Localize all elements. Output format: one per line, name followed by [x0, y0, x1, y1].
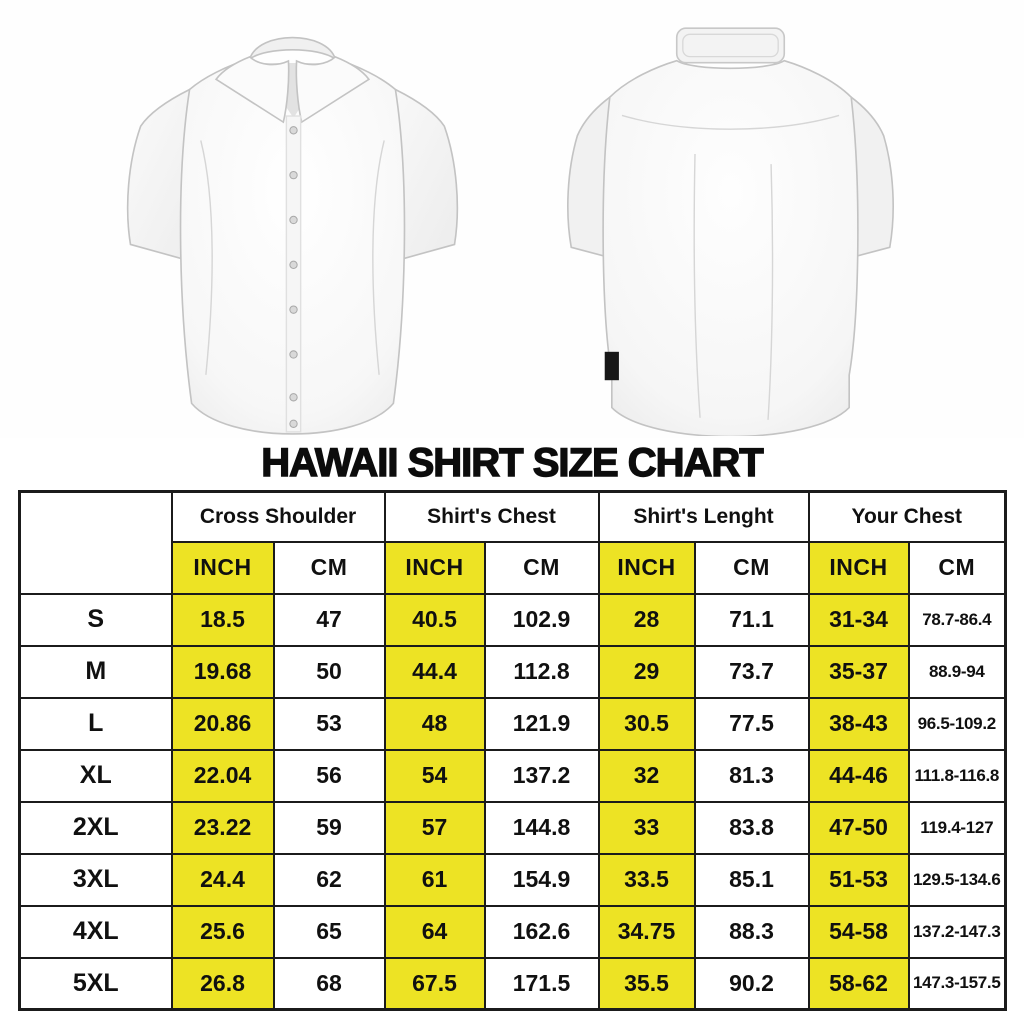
inch-value-cell: 61	[385, 854, 485, 906]
cm-value-cell: 81.3	[695, 750, 809, 802]
inch-value-cell: 58-62	[809, 958, 909, 1010]
size-label: XL	[20, 750, 172, 802]
cm-value-cell: 147.3-157.5	[909, 958, 1006, 1010]
cm-value-cell: 53	[274, 698, 385, 750]
group-header-shirts-chest: Shirt's Chest	[385, 492, 599, 542]
inch-value-cell: 54	[385, 750, 485, 802]
cm-value-cell: 171.5	[485, 958, 599, 1010]
inch-value-cell: 47-50	[809, 802, 909, 854]
inch-value-cell: 25.6	[172, 906, 274, 958]
shirt-tag	[605, 352, 619, 380]
cm-value-cell: 121.9	[485, 698, 599, 750]
table-row	[20, 854, 1006, 906]
inch-value-cell: 24.4	[172, 854, 274, 906]
group-header-row	[20, 492, 1006, 542]
table-row	[20, 646, 1006, 698]
cm-value-cell: 83.8	[695, 802, 809, 854]
inch-value-cell: 30.5	[599, 698, 695, 750]
inch-value-cell: 19.68	[172, 646, 274, 698]
inch-value-cell: 38-43	[809, 698, 909, 750]
unit-header-cm: CM	[695, 542, 809, 594]
unit-header-cm: CM	[909, 542, 1006, 594]
size-label: 3XL	[20, 854, 172, 906]
inch-value-cell: 18.5	[172, 594, 274, 646]
cm-value-cell: 88.3	[695, 906, 809, 958]
inch-value-cell: 32	[599, 750, 695, 802]
size-label: M	[20, 646, 172, 698]
inch-value-cell: 57	[385, 802, 485, 854]
unit-header-cm: CM	[274, 542, 385, 594]
unit-header-cm: CM	[485, 542, 599, 594]
inch-value-cell: 54-58	[809, 906, 909, 958]
inch-value-cell: 64	[385, 906, 485, 958]
cm-value-cell: 78.7-86.4	[909, 594, 1006, 646]
cm-value-cell: 144.8	[485, 802, 599, 854]
inch-value-cell: 35.5	[599, 958, 695, 1010]
inch-value-cell: 20.86	[172, 698, 274, 750]
cm-value-cell: 96.5-109.2	[909, 698, 1006, 750]
size-chart-table	[18, 490, 1007, 1011]
cm-value-cell: 162.6	[485, 906, 599, 958]
group-header-cross-shoulder: Cross Shoulder	[172, 492, 385, 542]
table-row	[20, 594, 1006, 646]
unit-header-inch: INCH	[172, 542, 274, 594]
inch-value-cell: 22.04	[172, 750, 274, 802]
size-table-body	[20, 594, 1006, 1010]
size-chart-container	[0, 490, 1024, 1011]
inch-value-cell: 40.5	[385, 594, 485, 646]
size-label: 5XL	[20, 958, 172, 1010]
group-header-your-chest: Your Chest	[809, 492, 1006, 542]
unit-header-inch: INCH	[809, 542, 909, 594]
cm-value-cell: 47	[274, 594, 385, 646]
cm-value-cell: 62	[274, 854, 385, 906]
cm-value-cell: 119.4-127	[909, 802, 1006, 854]
inch-value-cell: 33	[599, 802, 695, 854]
shirt-back-image	[538, 12, 923, 436]
cm-value-cell: 56	[274, 750, 385, 802]
inch-value-cell: 31-34	[809, 594, 909, 646]
cm-value-cell: 50	[274, 646, 385, 698]
inch-value-cell: 48	[385, 698, 485, 750]
table-row	[20, 698, 1006, 750]
inch-value-cell: 28	[599, 594, 695, 646]
cm-value-cell: 137.2	[485, 750, 599, 802]
size-label: L	[20, 698, 172, 750]
unit-header-inch: INCH	[599, 542, 695, 594]
table-row	[20, 750, 1006, 802]
table-row	[20, 802, 1006, 854]
inch-value-cell: 26.8	[172, 958, 274, 1010]
unit-header-inch: INCH	[385, 542, 485, 594]
inch-value-cell: 23.22	[172, 802, 274, 854]
cm-value-cell: 129.5-134.6	[909, 854, 1006, 906]
inch-value-cell: 29	[599, 646, 695, 698]
corner-cell	[20, 492, 172, 594]
inch-value-cell: 67.5	[385, 958, 485, 1010]
size-label: S	[20, 594, 172, 646]
cm-value-cell: 73.7	[695, 646, 809, 698]
cm-value-cell: 77.5	[695, 698, 809, 750]
page-title: HAWAII SHIRT SIZE CHART	[261, 441, 763, 485]
table-row	[20, 958, 1006, 1010]
cm-value-cell: 71.1	[695, 594, 809, 646]
cm-value-cell: 68	[274, 958, 385, 1010]
cm-value-cell: 59	[274, 802, 385, 854]
inch-value-cell: 44.4	[385, 646, 485, 698]
size-label: 2XL	[20, 802, 172, 854]
shirt-photos-section	[0, 0, 1024, 438]
group-header-shirts-lenght: Shirt's Lenght	[599, 492, 809, 542]
table-row	[20, 906, 1006, 958]
cm-value-cell: 88.9-94	[909, 646, 1006, 698]
inch-value-cell: 34.75	[599, 906, 695, 958]
shirt-front-image	[100, 8, 485, 436]
size-label: 4XL	[20, 906, 172, 958]
cm-value-cell: 112.8	[485, 646, 599, 698]
inch-value-cell: 44-46	[809, 750, 909, 802]
cm-value-cell: 90.2	[695, 958, 809, 1010]
cm-value-cell: 102.9	[485, 594, 599, 646]
cm-value-cell: 85.1	[695, 854, 809, 906]
inch-value-cell: 33.5	[599, 854, 695, 906]
inch-value-cell: 35-37	[809, 646, 909, 698]
cm-value-cell: 111.8-116.8	[909, 750, 1006, 802]
inch-value-cell: 51-53	[809, 854, 909, 906]
cm-value-cell: 137.2-147.3	[909, 906, 1006, 958]
cm-value-cell: 154.9	[485, 854, 599, 906]
cm-value-cell: 65	[274, 906, 385, 958]
